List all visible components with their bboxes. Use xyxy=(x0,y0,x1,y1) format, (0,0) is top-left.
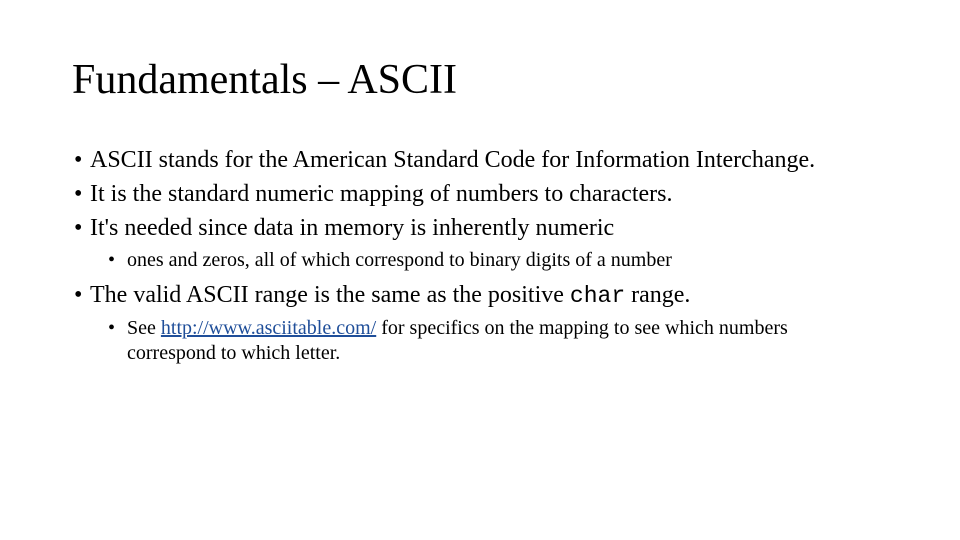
bullet-item xyxy=(72,281,872,311)
bullet-item xyxy=(72,180,872,209)
bullet-icon: • xyxy=(74,181,83,207)
slide-body xyxy=(72,146,872,374)
bullet-text: It's needed since data in memory is inherently numeric xyxy=(90,215,615,241)
sub-bullet-text-before: See xyxy=(127,317,161,339)
bullet-item xyxy=(72,146,872,175)
bullet-icon: • xyxy=(108,249,116,271)
bullet-icon: • xyxy=(74,282,83,308)
bullet-text-before: The valid ASCII range is the same as the positive xyxy=(90,282,570,308)
slide-title: Fundamentals – ASCII xyxy=(72,57,457,103)
bullet-icon: • xyxy=(74,147,83,173)
code-char: char xyxy=(569,283,626,309)
bullet-item xyxy=(72,214,872,243)
sub-bullet-item xyxy=(72,248,872,273)
bullet-text: It is the standard numeric mapping of numbers to characters. xyxy=(90,181,673,207)
sub-bullet-item xyxy=(72,316,872,366)
bullet-icon: • xyxy=(108,317,116,339)
bullet-text: ASCII stands for the American Standard Code for Information Interchange. xyxy=(90,147,816,173)
bullet-text-after: range. xyxy=(625,282,691,308)
asciitable-link[interactable]: http://www.asciitable.com/ xyxy=(160,317,377,339)
bullet-icon: • xyxy=(74,215,83,241)
sub-bullet-text: ones and zeros, all of which correspond to binary digits of a number xyxy=(127,249,672,271)
sub-bullet-text-after: for specifics on the mapping to see which numbers correspond to which letter. xyxy=(127,317,788,364)
